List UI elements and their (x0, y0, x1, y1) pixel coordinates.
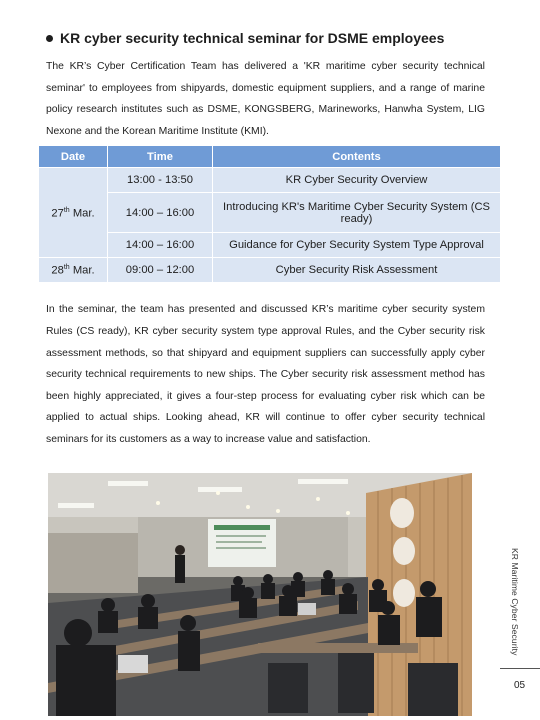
date-cell (39, 168, 107, 257)
article (46, 30, 490, 451)
date-day: 27 (51, 207, 64, 220)
seminar-photo (48, 473, 472, 716)
date-month: Mar. (72, 264, 95, 277)
contents-cell: Introducing KR's Maritime Cyber Security System (CS ready) (213, 193, 500, 232)
time-cell: 14:00 – 16:00 (108, 193, 212, 232)
body-paragraph: In the seminar, the team has presented and discussed KR’s maritime cyber security system Rules (CS ready), KR cyber security system type approval Rules, and the Cyber security risk assessment methods, so that shipyard and equipment suppliers can successfully apply cyber security technical requirements to new ships. The Cyber security risk assessment method has been highly appreciated, it gives a four-step process for evaluating cyber risk which can be applied to actual ships. Looking ahead, KR will continue to offer cyber security technical seminars for its customers as a way to increase value and satisfaction. (46, 304, 485, 445)
page-number: 05 (514, 680, 526, 691)
table-row (39, 168, 500, 192)
date-day: 28 (51, 264, 64, 277)
section-title: KR cyber security technical seminar for DSME employees (60, 30, 445, 46)
header-contents: Contents (213, 146, 500, 167)
header-time: Time (108, 146, 212, 167)
table-header-row (39, 146, 500, 167)
contents-cell: KR Cyber Security Overview (213, 168, 500, 192)
date-suffix: th (63, 206, 70, 214)
date-suffix: th (63, 264, 70, 271)
time-cell: 09:00 – 12:00 (108, 258, 212, 282)
seminar-schedule-table (38, 145, 501, 283)
sidebar-label: KR Maritime Cyber Security (510, 548, 520, 656)
table-row (39, 233, 500, 257)
date-cell (39, 258, 107, 282)
table-row (39, 193, 500, 232)
intro-paragraph: The KR’s Cyber Certification Team has delivered a 'KR maritime cyber security technical seminar' to employees from shipyards, domestic equipment suppliers, and a range of marine policy research institutes such as DSME, KONGSBERG, Marineworks, Hanwha System, LIG Nexone and the Korean Maritime Institute (KMI). (46, 61, 485, 137)
date-month: Mar. (72, 207, 95, 220)
table-row (39, 258, 500, 282)
header-date: Date (39, 146, 107, 167)
time-cell: 14:00 – 16:00 (108, 233, 212, 257)
contents-cell: Cyber Security Risk Assessment (213, 258, 500, 282)
contents-cell: Guidance for Cyber Security System Type Approval (213, 233, 500, 257)
sidebar-divider (500, 668, 540, 669)
section-heading (46, 30, 485, 46)
bullet-icon (46, 35, 53, 42)
time-cell: 13:00 - 13:50 (108, 168, 212, 192)
